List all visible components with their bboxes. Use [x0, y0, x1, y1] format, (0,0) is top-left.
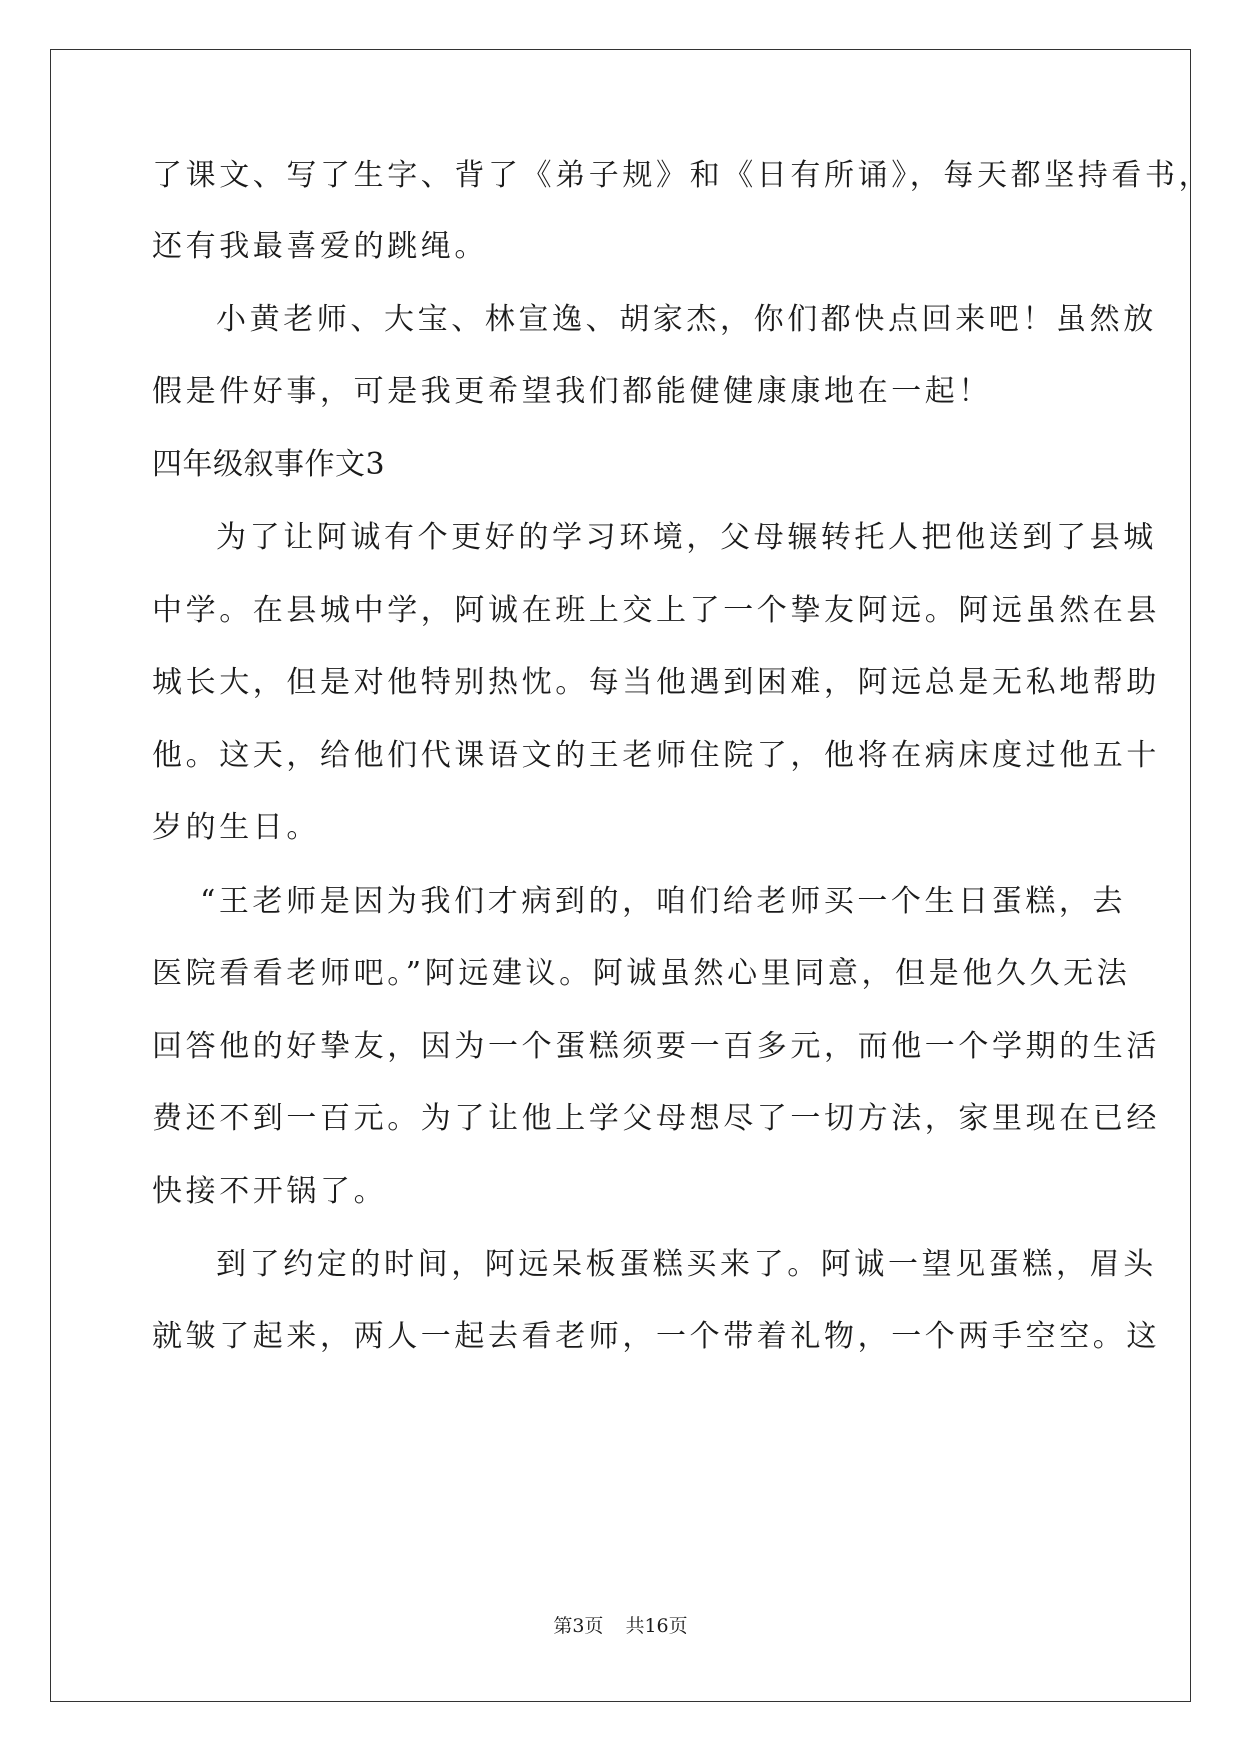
paragraph-start: “王老师是因为我们才病到的，咱们给老师买一个生日蛋糕，去	[200, 884, 1127, 919]
paragraph-start: 到了约定的时间，阿远呆板蛋糕买来了。阿诚一望见蛋糕，眉头	[216, 1247, 1157, 1282]
text-line: 就皱了起来，两人一起去看老师，一个带着礼物，一个两手空空。这	[152, 1319, 1160, 1354]
text-line: 岁的生日。	[152, 810, 320, 845]
page-border	[50, 49, 1191, 1702]
text-line: 医院看看老师吧。”阿远建议。阿诚虽然心里同意，但是他久久无法	[152, 956, 1131, 991]
text-line: 假是件好事，可是我更希望我们都能健健康康地在一起！	[152, 374, 992, 409]
text-line: 回答他的好挚友，因为一个蛋糕须要一百多元，而他一个学期的生活	[152, 1029, 1160, 1064]
section-heading: 四年级叙事作文3	[152, 447, 386, 482]
paragraph-start: 为了让阿诚有个更好的学习环境，父母辗转托人把他送到了县城	[216, 520, 1157, 555]
page-total: 共16页	[625, 1615, 688, 1637]
text-line: 他。这天，给他们代课语文的王老师住院了，他将在病床度过他五十	[152, 738, 1160, 773]
text-line: 快接不开锅了。	[152, 1174, 388, 1209]
text-line: 城长大，但是对他特别热忱。每当他遇到困难，阿远总是无私地帮助	[152, 665, 1160, 700]
paragraph-start: 小黄老师、大宝、林宣逸、胡家杰，你们都快点回来吧！虽然放	[216, 302, 1157, 337]
text-line: 了课文、写了生字、背了《弟子规》和《日有所诵》，每天都坚持看书，	[152, 158, 1213, 193]
page-footer	[0, 1614, 1241, 1638]
text-line: 中学。在县城中学，阿诚在班上交上了一个挚友阿远。阿远虽然在县	[152, 593, 1160, 628]
page-number: 第3页	[553, 1615, 604, 1637]
text-line: 费还不到一百元。为了让他上学父母想尽了一切方法，家里现在已经	[152, 1101, 1160, 1136]
text-line: 还有我最喜爱的跳绳。	[152, 229, 488, 264]
